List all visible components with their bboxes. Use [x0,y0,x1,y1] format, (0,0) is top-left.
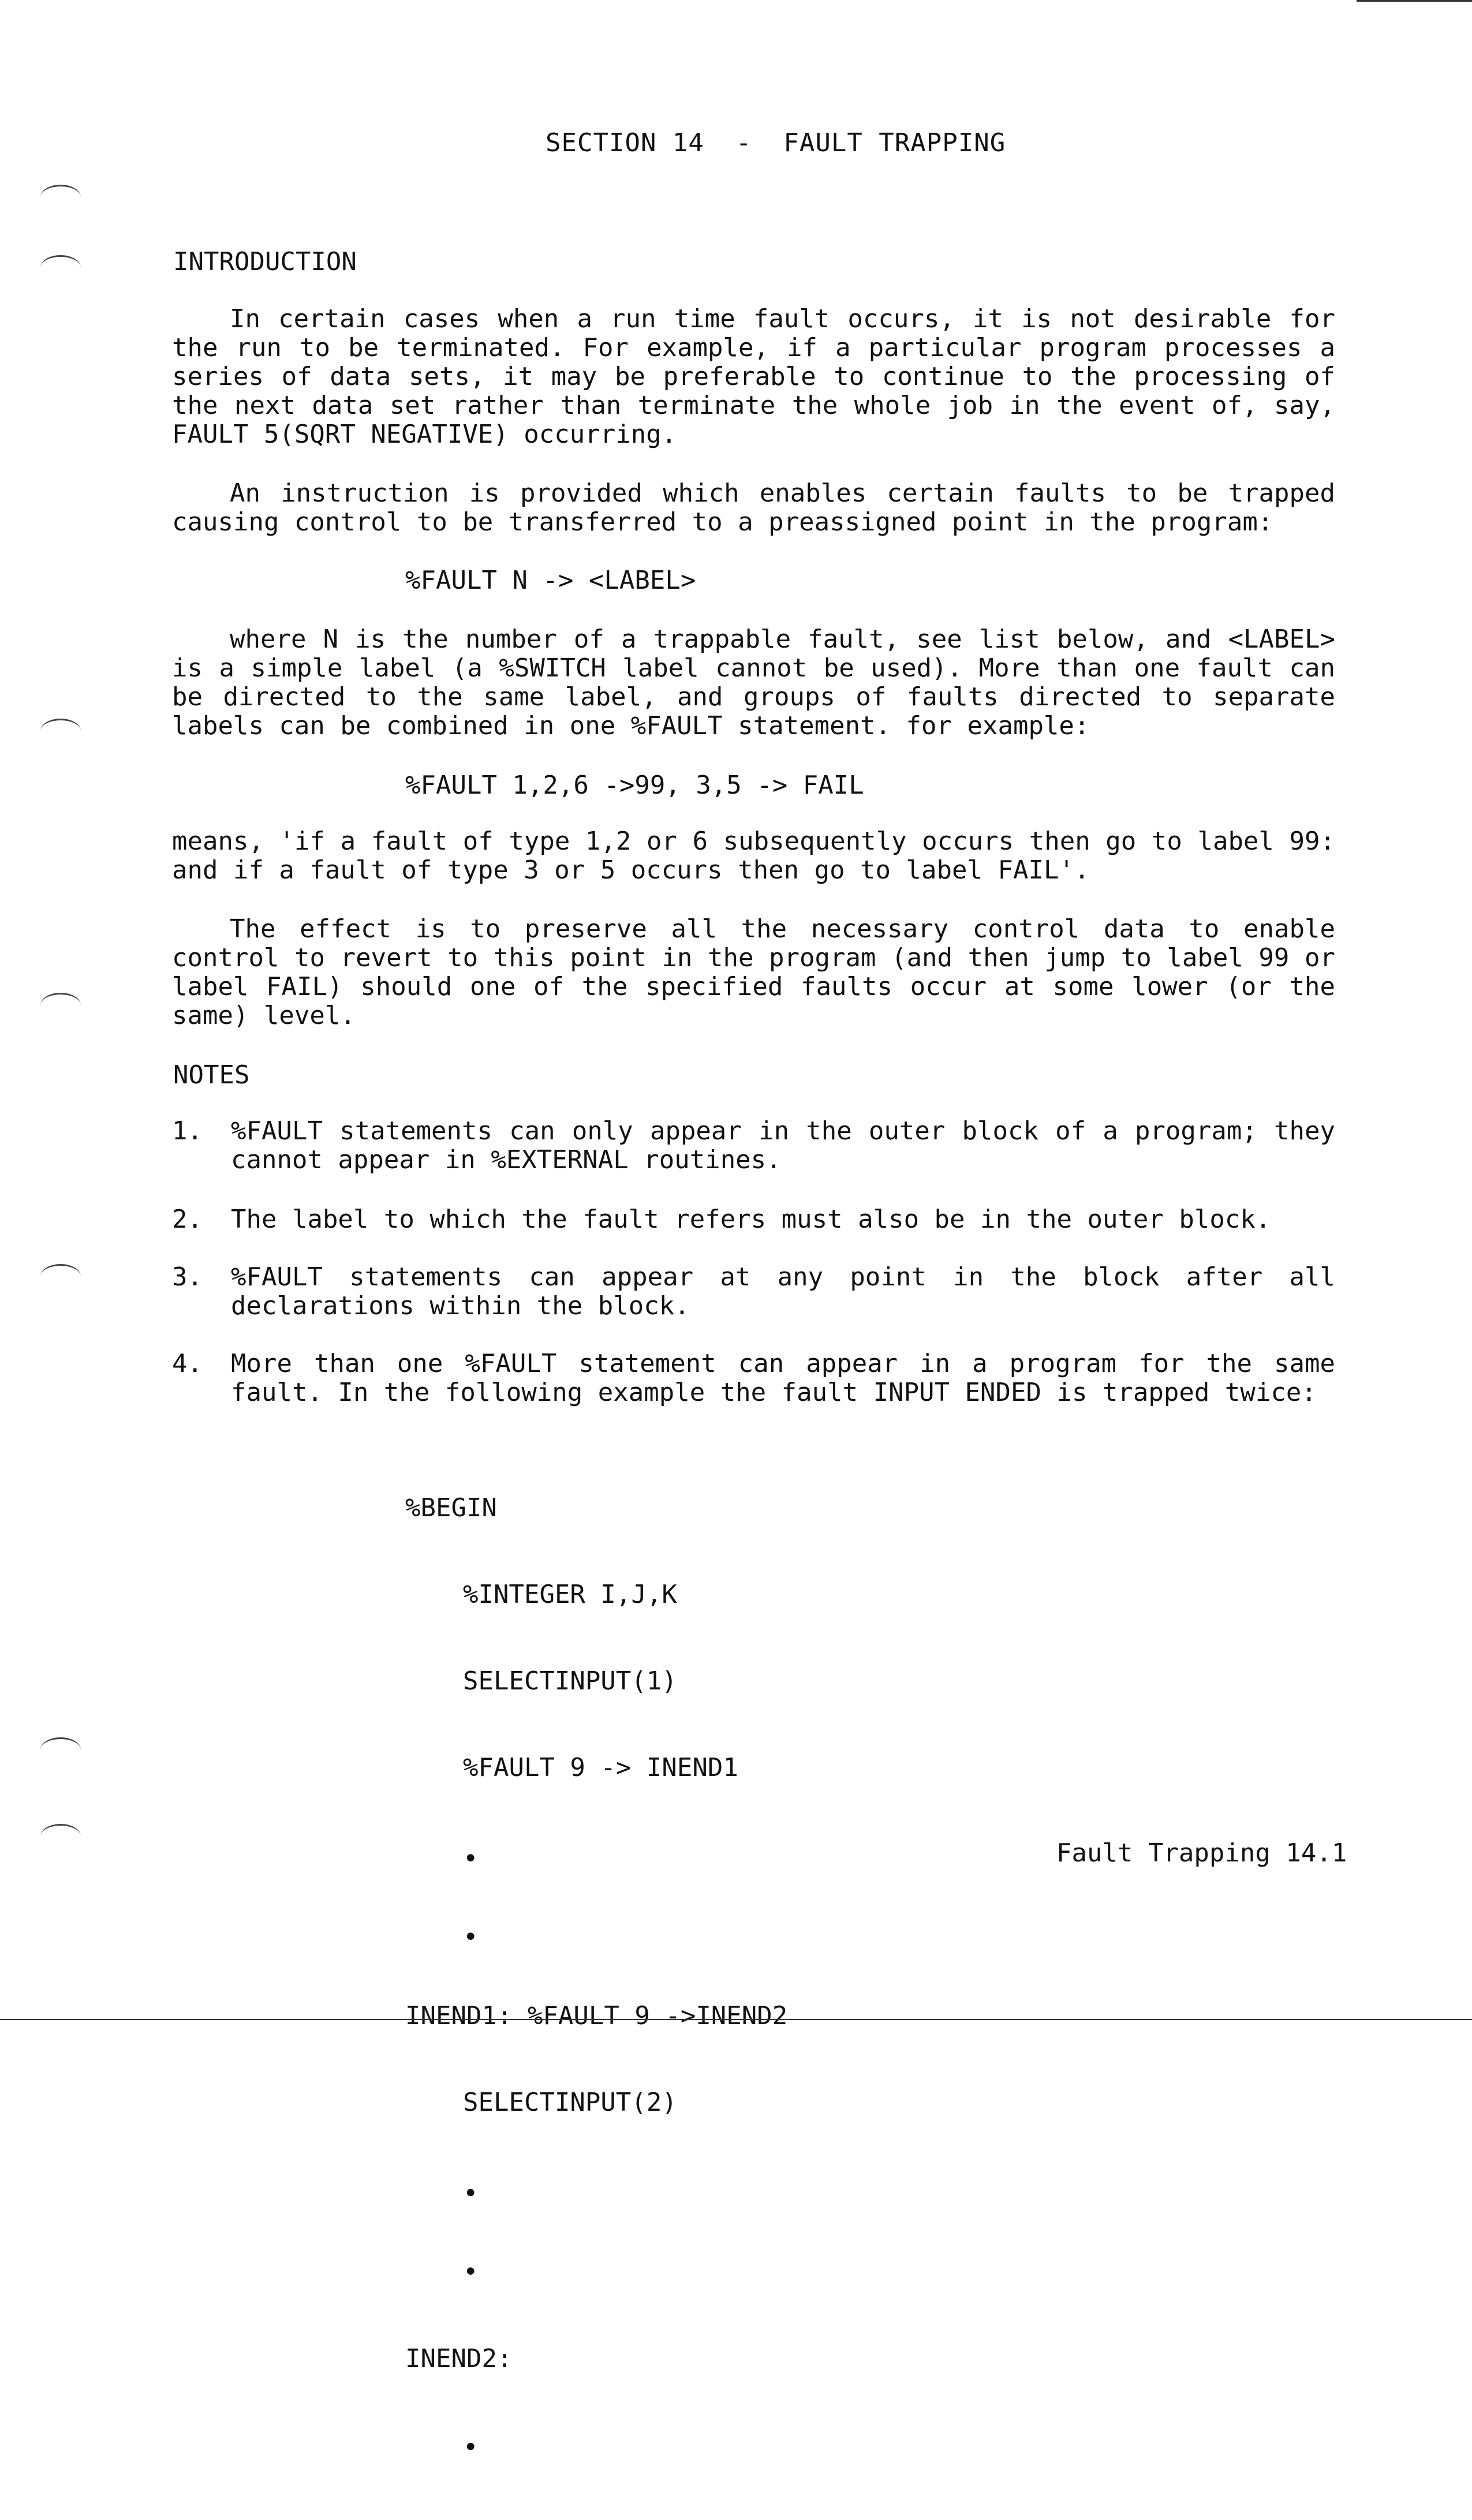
intro-paragraph-1: In certain cases when a run time fault occurs, it is not desirable for the run to be terminated. For example, if a particular program processes a series of data sets, it may be preferable to continue to the processing of the next data set rather than terminate the whole job in the event of, say, FAULT 5(SQRT NEGATIVE) occurring. [172,304,1335,449]
intro-paragraph-2: An instruction is provided which enables certain faults to be trapped causing control to be transferred to a preassigned point in the program: [172,478,1335,537]
note-item [172,1117,1335,1175]
code-ellipsis-dot: • [463,2433,479,2462]
code-line: SELECTINPUT(1) [463,1666,677,1696]
fault-syntax: %FAULT N -> <LABEL> [405,566,696,595]
punch-hole-mark [40,719,81,743]
code-line: %BEGIN [405,1493,497,1523]
code-line: INEND2: [405,2344,513,2373]
code-line: INEND1: %FAULT 9 ->INEND2 [405,2001,788,2031]
note-number: 3. [172,1262,203,1292]
note-number: 2. [172,1205,203,1234]
code-ellipsis-dot: • [463,1923,479,1952]
page-footer: Fault Trapping 14.1 [1056,1838,1347,1868]
note-number: 1. [172,1116,203,1146]
intro-paragraph-5: The effect is to preserve all the necessary control data to enable control to revert to this point in the program (and then jump to label 99 or label FAIL) should one of the specified faults occur at some lower (or the same) level. [172,914,1335,1030]
code-example [405,1436,787,2520]
note-item [172,1205,1335,1234]
code-line: %INTEGER I,J,K [463,1580,677,1609]
note-text: %FAULT statements can appear at any point in the block after all declarations within the block. [231,1262,1335,1321]
introduction-heading: INTRODUCTION [173,247,357,276]
intro-paragraph-3: where N is the number of a trappable fault, see list below, and <LABEL> is a simple label (a %SWITCH label cannot be used). More than one fault can be directed to the same label, and groups of faults directed to separate labels can be combined in one %FAULT statement. for example: [172,625,1335,741]
page-edge-mark [1357,0,1472,2]
code-ellipsis-dot: • [463,2257,479,2287]
page-bottom-edge [0,2019,1472,2020]
punch-hole-mark [40,255,81,280]
note-item [172,1349,1335,1407]
section-title: SECTION 14 - FAULT TRAPPING [546,128,1006,158]
code-line: SELECTINPUT(2) [463,2088,677,2117]
note-item [172,1263,1335,1321]
fault-example: %FAULT 1,2,6 ->99, 3,5 -> FAIL [405,771,864,800]
note-text: The label to which the fault refers must also be in the outer block. [231,1205,1271,1234]
intro-paragraph-4: means, 'if a fault of type 1,2 or 6 subsequently occurs then go to label 99: and if a fault of type 3 or 5 occurs then go to label FAIL'. [172,827,1335,885]
punch-hole-mark [40,1737,81,1762]
code-line: %FAULT 9 -> INEND1 [463,1753,738,1782]
code-ellipsis-dot: • [463,1844,479,1874]
note-number: 4. [172,1349,203,1378]
code-ellipsis-dot: • [463,2179,479,2208]
punch-hole-mark [40,185,81,210]
punch-hole-mark [40,1824,81,1849]
punch-hole-mark [40,1264,81,1289]
notes-heading: NOTES [173,1060,250,1090]
note-text: %FAULT statements can only appear in the outer block of a program; they cannot appear in %EXTERNAL routines. [231,1116,1335,1175]
punch-hole-mark [40,993,81,1018]
note-text: More than one %FAULT statement can appear in a program for the same fault. In the following example the fault INPUT ENDED is trapped twice: [231,1349,1335,1407]
